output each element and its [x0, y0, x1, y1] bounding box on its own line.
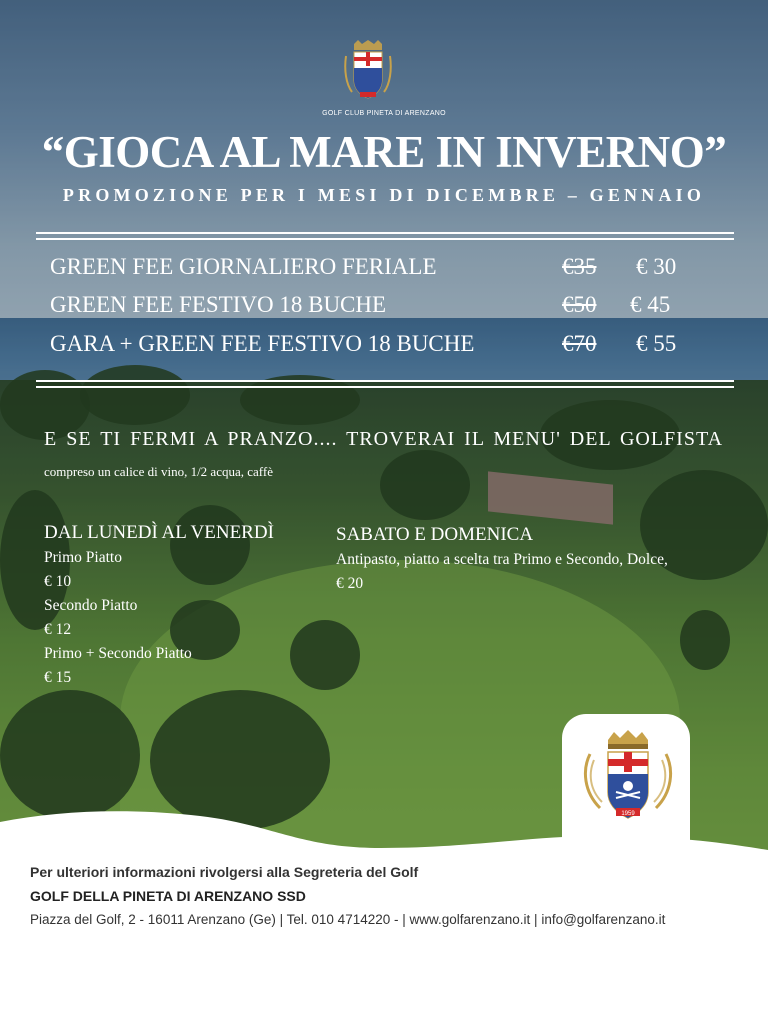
- menu-price: € 10: [44, 573, 72, 590]
- page-subtitle: PROMOZIONE PER I MESI DI DICEMBRE – GENNAIO: [62, 185, 706, 205]
- fee-old-price: €70: [562, 331, 597, 356]
- fee-new-price: € 55: [636, 331, 677, 356]
- logo-year: 1959: [621, 811, 635, 817]
- divider-top: [36, 232, 734, 234]
- fee-old-price: €50: [562, 292, 597, 317]
- footer-info: Per ulteriori informazioni rivolgersi alla Segreteria del Golf: [30, 864, 419, 880]
- menu-line: Antipasto, piatto a scelta tra Primo e Secondo, Dolce,: [336, 551, 668, 568]
- club-caption: GOLF CLUB PINETA DI ARENZANO: [322, 110, 446, 117]
- fee-old-price: €35: [562, 254, 597, 279]
- fee-label: GREEN FEE GIORNALIERO FERIALE: [50, 254, 437, 279]
- divider-bottom: [36, 386, 734, 388]
- club-crest-icon: [342, 40, 394, 102]
- divider-bottom: [36, 380, 734, 382]
- fee-label: GREEN FEE FESTIVO 18 BUCHE: [50, 292, 387, 317]
- weekday-title: DAL LUNEDÌ AL VENERDÌ: [44, 522, 274, 543]
- fee-new-price: € 45: [630, 292, 671, 317]
- menu-price: € 12: [44, 621, 72, 638]
- lunch-subheading: compreso un calice di vino, 1/2 acqua, caffè: [44, 464, 273, 479]
- divider-top: [36, 238, 734, 240]
- fee-label: GARA + GREEN FEE FESTIVO 18 BUCHE: [50, 331, 475, 356]
- weekend-menu: [336, 524, 668, 596]
- lunch-heading: E SE TI FERMI A PRANZO.... TROVERAI IL MENU' DEL GOLFISTA: [44, 428, 724, 450]
- club-crest-icon: [578, 730, 678, 826]
- menu-price: € 20: [336, 575, 364, 592]
- weekend-title: SABATO E DOMENICA: [336, 524, 534, 545]
- menu-line: Secondo Piatto: [44, 597, 138, 614]
- weekday-menu: [44, 522, 274, 690]
- menu-line: Primo Piatto: [44, 549, 122, 566]
- page-title: “GIOCA AL MARE IN INVERNO”: [41, 127, 727, 177]
- footer-org: GOLF DELLA PINETA DI ARENZANO SSD: [30, 888, 306, 904]
- footer-contact: Piazza del Golf, 2 - 16011 Arenzano (Ge) | Tel. 010 4714220 - | www.golfarenzano.it | info@golfarenzano.it: [30, 912, 666, 927]
- menu-price: € 15: [44, 669, 72, 686]
- menu-line: Primo + Secondo Piatto: [44, 645, 192, 662]
- fee-new-price: € 30: [636, 254, 677, 279]
